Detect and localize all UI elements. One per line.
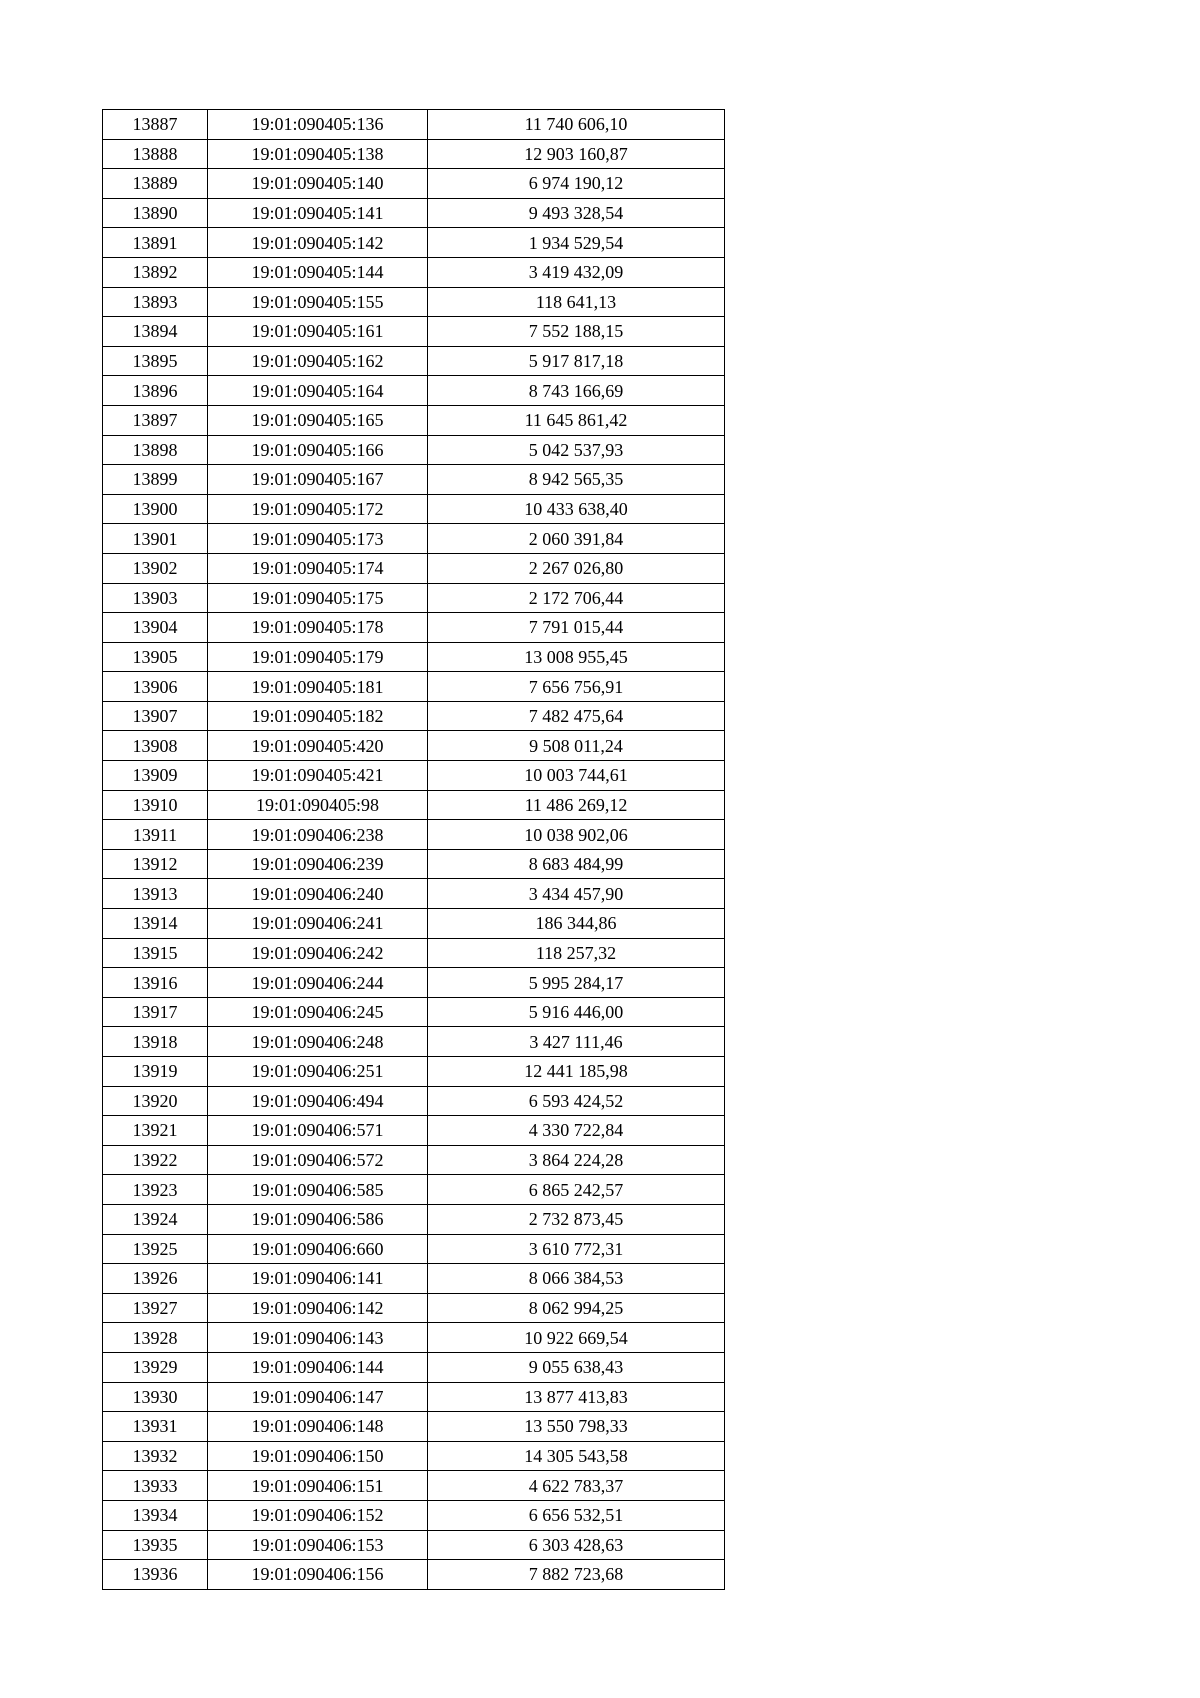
value-cell: 4 622 783,37 (428, 1471, 725, 1501)
cadastral-number-cell: 19:01:090406:151 (208, 1471, 428, 1501)
row-number-cell: 13929 (103, 1352, 208, 1382)
value-cell: 6 593 424,52 (428, 1086, 725, 1116)
cadastral-number-cell: 19:01:090405:155 (208, 287, 428, 317)
row-number-cell: 13907 (103, 701, 208, 731)
row-number-cell: 13909 (103, 761, 208, 791)
cadastral-number-cell: 19:01:090406:585 (208, 1175, 428, 1205)
row-number-cell: 13926 (103, 1264, 208, 1294)
table-row (103, 909, 725, 939)
value-cell: 8 743 166,69 (428, 376, 725, 406)
value-cell: 10 003 744,61 (428, 761, 725, 791)
table-row (103, 1057, 725, 1087)
table-row (103, 1352, 725, 1382)
value-cell: 10 922 669,54 (428, 1323, 725, 1353)
table-row (103, 376, 725, 406)
cadastral-number-cell: 19:01:090406:143 (208, 1323, 428, 1353)
table-row (103, 790, 725, 820)
value-cell: 7 552 188,15 (428, 317, 725, 347)
row-number-cell: 13931 (103, 1412, 208, 1442)
row-number-cell: 13922 (103, 1145, 208, 1175)
cadastral-value-table (102, 109, 725, 1590)
table-row (103, 198, 725, 228)
row-number-cell: 13902 (103, 553, 208, 583)
row-number-cell: 13913 (103, 879, 208, 909)
row-number-cell: 13891 (103, 228, 208, 258)
value-cell: 8 066 384,53 (428, 1264, 725, 1294)
cadastral-number-cell: 19:01:090405:175 (208, 583, 428, 613)
cadastral-number-cell: 19:01:090405:166 (208, 435, 428, 465)
cadastral-number-cell: 19:01:090406:153 (208, 1530, 428, 1560)
cadastral-number-cell: 19:01:090405:167 (208, 465, 428, 495)
cadastral-number-cell: 19:01:090406:141 (208, 1264, 428, 1294)
table-row (103, 110, 725, 140)
cadastral-number-cell: 19:01:090405:173 (208, 524, 428, 554)
table-row (103, 139, 725, 169)
table-row (103, 1323, 725, 1353)
cadastral-number-cell: 19:01:090406:244 (208, 968, 428, 998)
row-number-cell: 13900 (103, 494, 208, 524)
table-row (103, 731, 725, 761)
row-number-cell: 13889 (103, 169, 208, 199)
row-number-cell: 13917 (103, 997, 208, 1027)
value-cell: 2 732 873,45 (428, 1204, 725, 1234)
cadastral-number-cell: 19:01:090405:98 (208, 790, 428, 820)
value-cell: 8 942 565,35 (428, 465, 725, 495)
value-cell: 5 916 446,00 (428, 997, 725, 1027)
cadastral-number-cell: 19:01:090406:248 (208, 1027, 428, 1057)
value-cell: 7 791 015,44 (428, 613, 725, 643)
row-number-cell: 13930 (103, 1382, 208, 1412)
cadastral-number-cell: 19:01:090406:148 (208, 1412, 428, 1442)
table-row (103, 169, 725, 199)
table-row (103, 968, 725, 998)
table-row (103, 1471, 725, 1501)
cadastral-number-cell: 19:01:090406:144 (208, 1352, 428, 1382)
cadastral-number-cell: 19:01:090405:179 (208, 642, 428, 672)
table-row (103, 997, 725, 1027)
value-cell: 3 419 432,09 (428, 257, 725, 287)
value-cell: 11 645 861,42 (428, 405, 725, 435)
cadastral-number-cell: 19:01:090406:150 (208, 1441, 428, 1471)
row-number-cell: 13933 (103, 1471, 208, 1501)
value-cell: 3 864 224,28 (428, 1145, 725, 1175)
cadastral-number-cell: 19:01:090405:165 (208, 405, 428, 435)
table-row (103, 701, 725, 731)
cadastral-number-cell: 19:01:090406:147 (208, 1382, 428, 1412)
value-cell: 8 683 484,99 (428, 849, 725, 879)
value-cell: 12 441 185,98 (428, 1057, 725, 1087)
row-number-cell: 13934 (103, 1500, 208, 1530)
table-row (103, 1500, 725, 1530)
value-cell: 9 055 638,43 (428, 1352, 725, 1382)
row-number-cell: 13895 (103, 346, 208, 376)
cadastral-number-cell: 19:01:090405:181 (208, 672, 428, 702)
value-cell: 1 934 529,54 (428, 228, 725, 258)
row-number-cell: 13911 (103, 820, 208, 850)
cadastral-number-cell: 19:01:090405:141 (208, 198, 428, 228)
value-cell: 5 995 284,17 (428, 968, 725, 998)
row-number-cell: 13908 (103, 731, 208, 761)
cadastral-number-cell: 19:01:090405:421 (208, 761, 428, 791)
table-body (103, 110, 725, 1590)
row-number-cell: 13925 (103, 1234, 208, 1264)
value-cell: 186 344,86 (428, 909, 725, 939)
cadastral-number-cell: 19:01:090406:660 (208, 1234, 428, 1264)
table-row (103, 257, 725, 287)
row-number-cell: 13923 (103, 1175, 208, 1205)
table-row (103, 1382, 725, 1412)
value-cell: 11 740 606,10 (428, 110, 725, 140)
row-number-cell: 13901 (103, 524, 208, 554)
cadastral-number-cell: 19:01:090405:140 (208, 169, 428, 199)
row-number-cell: 13906 (103, 672, 208, 702)
row-number-cell: 13919 (103, 1057, 208, 1087)
cadastral-number-cell: 19:01:090406:239 (208, 849, 428, 879)
table-row (103, 1441, 725, 1471)
value-cell: 118 641,13 (428, 287, 725, 317)
table-row (103, 435, 725, 465)
cadastral-number-cell: 19:01:090405:182 (208, 701, 428, 731)
cadastral-number-cell: 19:01:090405:420 (208, 731, 428, 761)
row-number-cell: 13899 (103, 465, 208, 495)
value-cell: 13 550 798,33 (428, 1412, 725, 1442)
value-cell: 7 656 756,91 (428, 672, 725, 702)
row-number-cell: 13927 (103, 1293, 208, 1323)
cadastral-number-cell: 19:01:090406:156 (208, 1560, 428, 1590)
row-number-cell: 13928 (103, 1323, 208, 1353)
value-cell: 6 974 190,12 (428, 169, 725, 199)
table-row (103, 553, 725, 583)
table-row (103, 1560, 725, 1590)
value-cell: 3 610 772,31 (428, 1234, 725, 1264)
table-row (103, 465, 725, 495)
table-row (103, 1264, 725, 1294)
table-row (103, 1145, 725, 1175)
table-row (103, 1175, 725, 1205)
row-number-cell: 13904 (103, 613, 208, 643)
row-number-cell: 13894 (103, 317, 208, 347)
table-row (103, 1293, 725, 1323)
table-row (103, 1204, 725, 1234)
row-number-cell: 13887 (103, 110, 208, 140)
table-row (103, 613, 725, 643)
row-number-cell: 13903 (103, 583, 208, 613)
table-row (103, 672, 725, 702)
table-row (103, 1412, 725, 1442)
row-number-cell: 13892 (103, 257, 208, 287)
row-number-cell: 13898 (103, 435, 208, 465)
row-number-cell: 13936 (103, 1560, 208, 1590)
value-cell: 13 877 413,83 (428, 1382, 725, 1412)
row-number-cell: 13915 (103, 938, 208, 968)
table-row (103, 879, 725, 909)
row-number-cell: 13924 (103, 1204, 208, 1234)
value-cell: 12 903 160,87 (428, 139, 725, 169)
cadastral-number-cell: 19:01:090406:242 (208, 938, 428, 968)
value-cell: 9 508 011,24 (428, 731, 725, 761)
table-row (103, 228, 725, 258)
table-row (103, 642, 725, 672)
cadastral-number-cell: 19:01:090406:245 (208, 997, 428, 1027)
row-number-cell: 13890 (103, 198, 208, 228)
table-row (103, 938, 725, 968)
cadastral-number-cell: 19:01:090406:241 (208, 909, 428, 939)
value-cell: 13 008 955,45 (428, 642, 725, 672)
row-number-cell: 13905 (103, 642, 208, 672)
cadastral-number-cell: 19:01:090406:240 (208, 879, 428, 909)
row-number-cell: 13914 (103, 909, 208, 939)
table-row (103, 317, 725, 347)
cadastral-number-cell: 19:01:090405:164 (208, 376, 428, 406)
cadastral-number-cell: 19:01:090406:572 (208, 1145, 428, 1175)
row-number-cell: 13920 (103, 1086, 208, 1116)
table-row (103, 761, 725, 791)
row-number-cell: 13897 (103, 405, 208, 435)
value-cell: 3 434 457,90 (428, 879, 725, 909)
cadastral-number-cell: 19:01:090406:586 (208, 1204, 428, 1234)
row-number-cell: 13918 (103, 1027, 208, 1057)
value-cell: 4 330 722,84 (428, 1116, 725, 1146)
cadastral-number-cell: 19:01:090405:174 (208, 553, 428, 583)
value-cell: 9 493 328,54 (428, 198, 725, 228)
row-number-cell: 13935 (103, 1530, 208, 1560)
cadastral-number-cell: 19:01:090406:251 (208, 1057, 428, 1087)
cadastral-number-cell: 19:01:090406:494 (208, 1086, 428, 1116)
table-row (103, 494, 725, 524)
value-cell: 10 433 638,40 (428, 494, 725, 524)
value-cell: 10 038 902,06 (428, 820, 725, 850)
value-cell: 2 172 706,44 (428, 583, 725, 613)
value-cell: 3 427 111,46 (428, 1027, 725, 1057)
table-row (103, 405, 725, 435)
row-number-cell: 13921 (103, 1116, 208, 1146)
cadastral-number-cell: 19:01:090405:172 (208, 494, 428, 524)
cadastral-number-cell: 19:01:090406:571 (208, 1116, 428, 1146)
value-cell: 5 042 537,93 (428, 435, 725, 465)
cadastral-number-cell: 19:01:090405:138 (208, 139, 428, 169)
value-cell: 2 060 391,84 (428, 524, 725, 554)
table-row (103, 287, 725, 317)
row-number-cell: 13896 (103, 376, 208, 406)
cadastral-number-cell: 19:01:090405:162 (208, 346, 428, 376)
value-cell: 118 257,32 (428, 938, 725, 968)
row-number-cell: 13932 (103, 1441, 208, 1471)
table-row (103, 524, 725, 554)
row-number-cell: 13910 (103, 790, 208, 820)
table-row (103, 1234, 725, 1264)
cadastral-number-cell: 19:01:090405:178 (208, 613, 428, 643)
table-row (103, 346, 725, 376)
row-number-cell: 13888 (103, 139, 208, 169)
table-row (103, 1086, 725, 1116)
table-row (103, 583, 725, 613)
value-cell: 5 917 817,18 (428, 346, 725, 376)
value-cell: 6 865 242,57 (428, 1175, 725, 1205)
row-number-cell: 13893 (103, 287, 208, 317)
value-cell: 2 267 026,80 (428, 553, 725, 583)
cadastral-number-cell: 19:01:090405:142 (208, 228, 428, 258)
row-number-cell: 13912 (103, 849, 208, 879)
cadastral-number-cell: 19:01:090405:161 (208, 317, 428, 347)
value-cell: 7 482 475,64 (428, 701, 725, 731)
row-number-cell: 13916 (103, 968, 208, 998)
value-cell: 11 486 269,12 (428, 790, 725, 820)
table-row (103, 1116, 725, 1146)
table-row (103, 1530, 725, 1560)
value-cell: 6 303 428,63 (428, 1530, 725, 1560)
value-cell: 7 882 723,68 (428, 1560, 725, 1590)
table-row (103, 849, 725, 879)
cadastral-number-cell: 19:01:090405:144 (208, 257, 428, 287)
value-cell: 6 656 532,51 (428, 1500, 725, 1530)
cadastral-number-cell: 19:01:090406:142 (208, 1293, 428, 1323)
cadastral-number-cell: 19:01:090405:136 (208, 110, 428, 140)
cadastral-number-cell: 19:01:090406:238 (208, 820, 428, 850)
table-row (103, 1027, 725, 1057)
cadastral-number-cell: 19:01:090406:152 (208, 1500, 428, 1530)
value-cell: 14 305 543,58 (428, 1441, 725, 1471)
value-cell: 8 062 994,25 (428, 1293, 725, 1323)
table-row (103, 820, 725, 850)
